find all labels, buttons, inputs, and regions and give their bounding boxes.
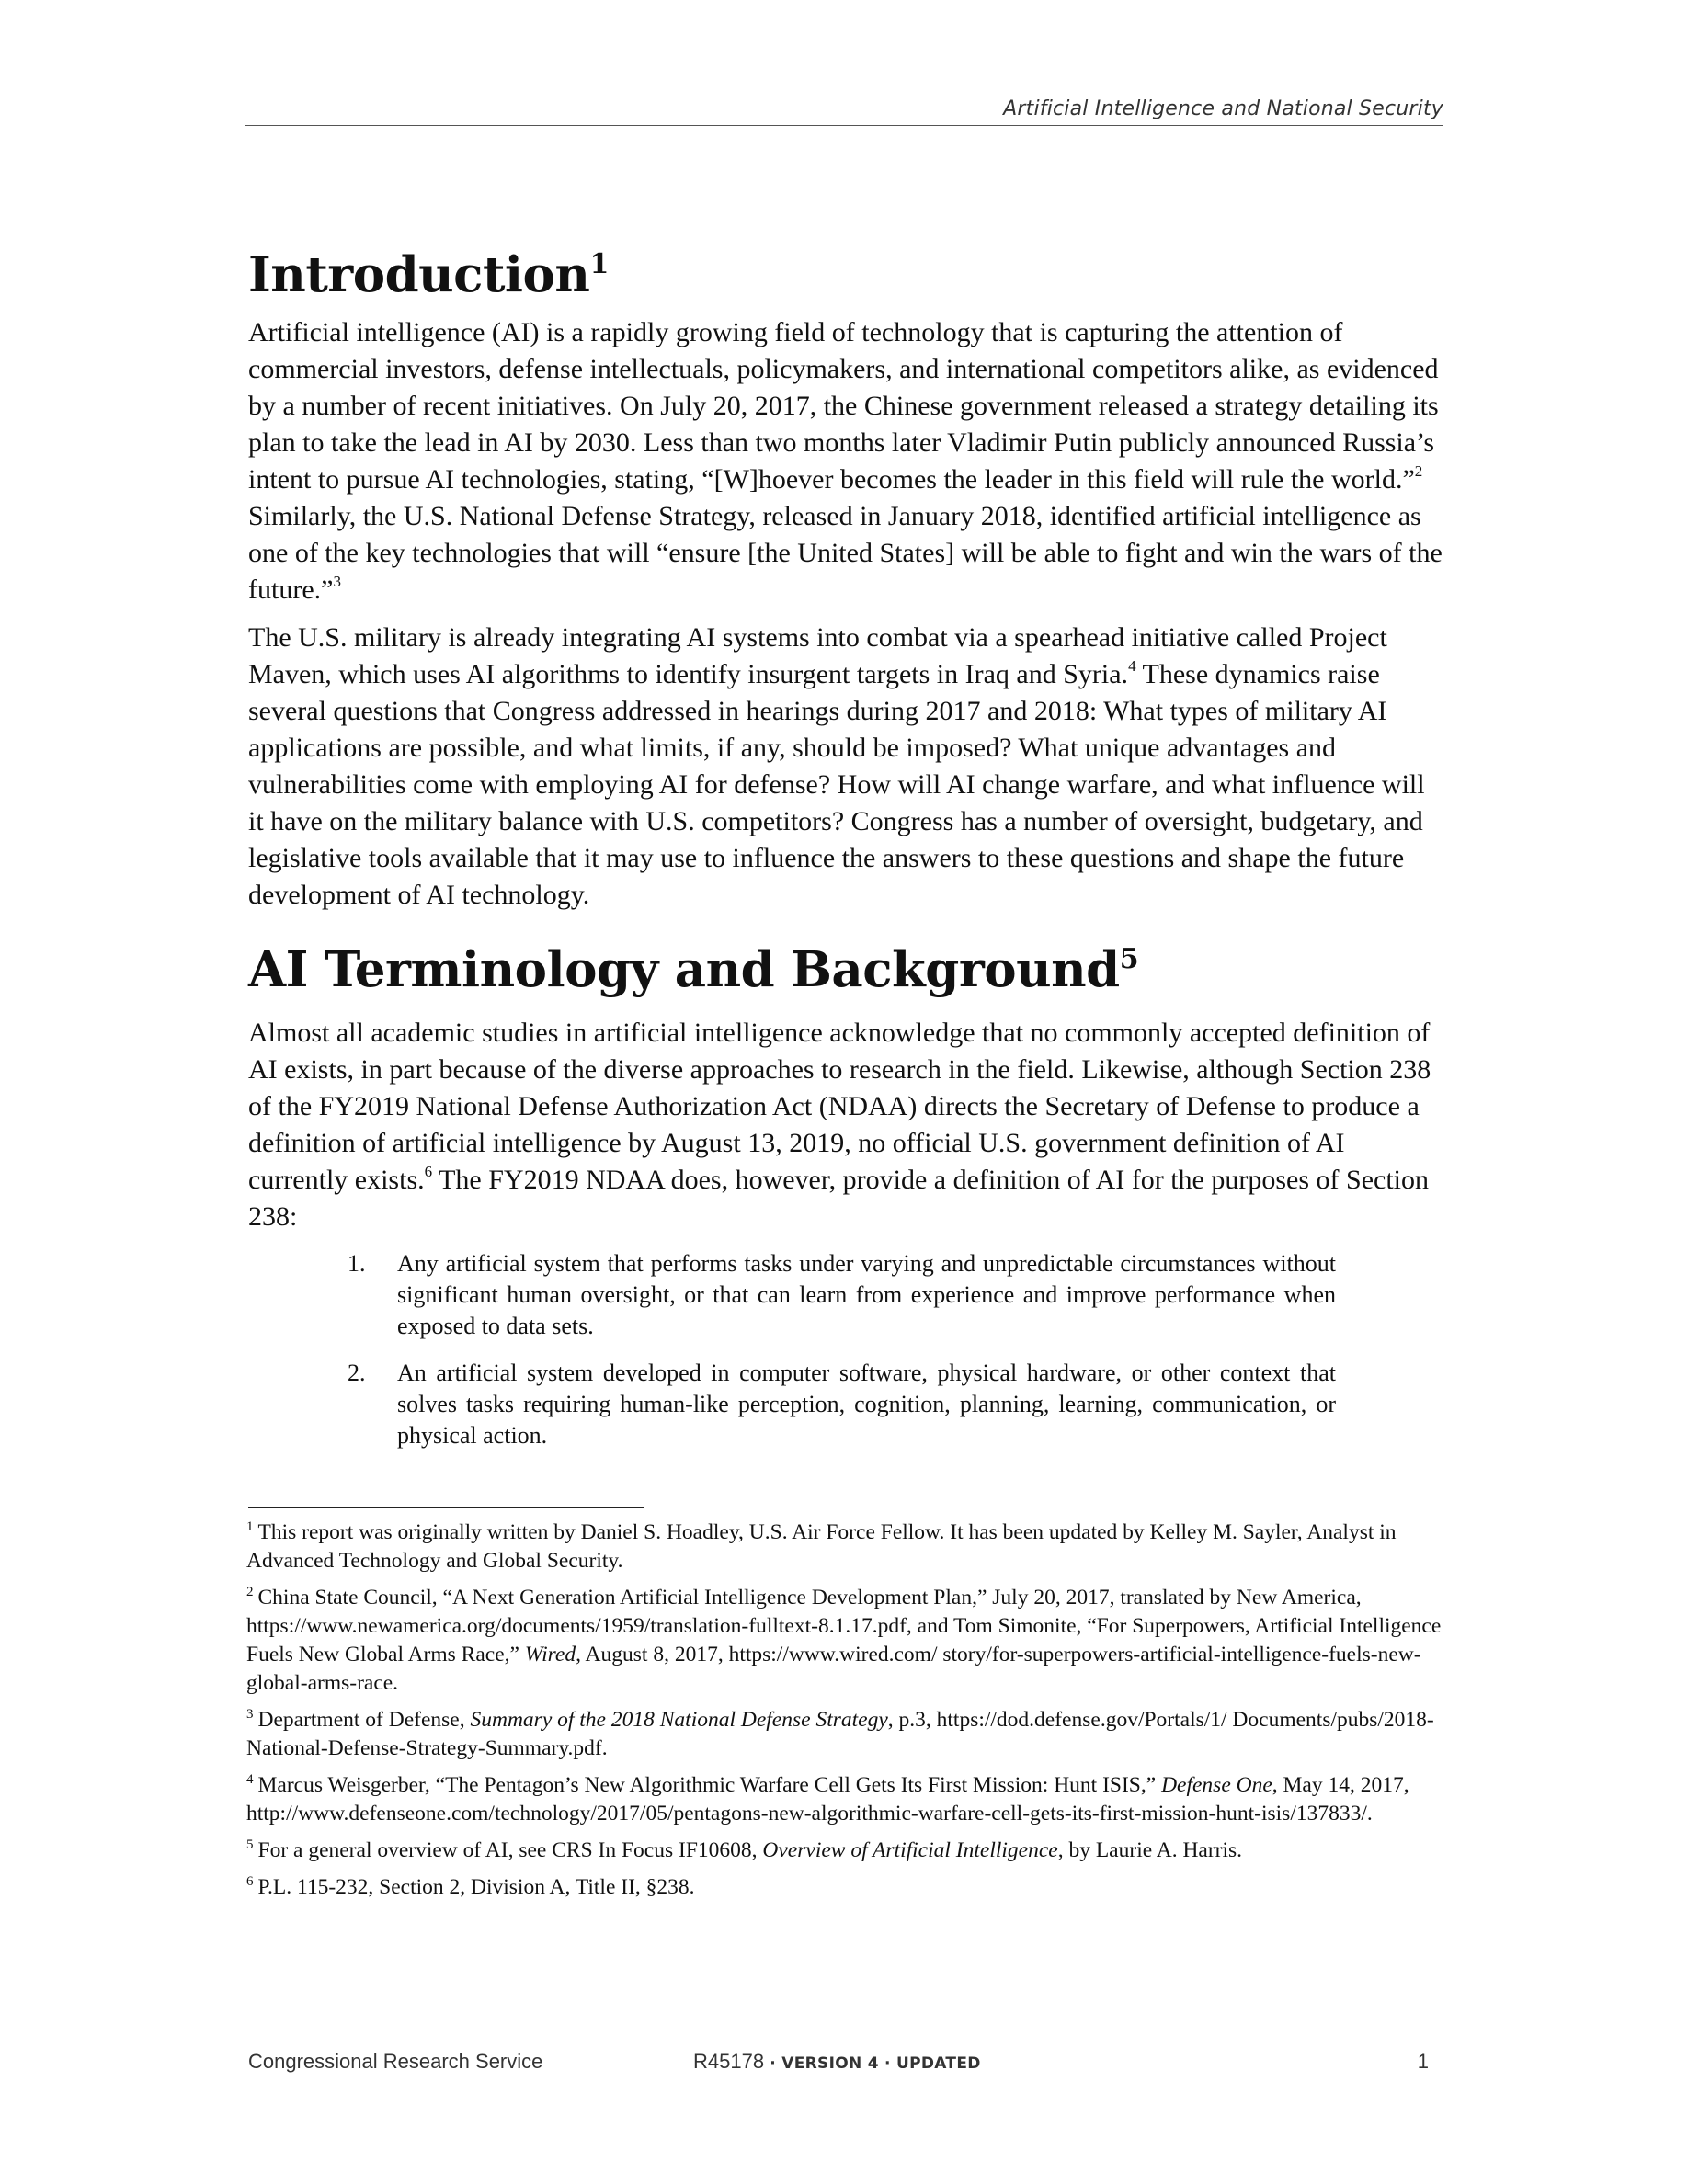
list-item-number: 1.	[348, 1250, 366, 1277]
footnote-text: , p.3, https://dod.defense.gov/Portals/1/ Documents/pubs/2018-National-Defense-Strategy-Summary.pdf.	[246, 1708, 1434, 1760]
list-item-number: 2.	[348, 1359, 366, 1386]
footnote-ref[interactable]: 4	[1128, 657, 1136, 675]
footnote-ref[interactable]: 1	[589, 248, 609, 280]
heading-text: Introduction	[248, 246, 590, 303]
footnote-text: Department of Defense,	[257, 1708, 471, 1732]
paragraph-text: Similarly, the U.S. National Defense Strategy, released in January 2018, identified artificial intelligence as one of the key technologies that will “ensure [the United States] will be able to fight and win the wars of the future.”	[248, 501, 1443, 605]
footer-report-id	[693, 2050, 981, 2074]
report-number: R45178	[693, 2050, 765, 2073]
list-item	[248, 1358, 1336, 1451]
section-heading-terminology	[248, 939, 1443, 1000]
footnote-number: 4	[246, 1772, 254, 1787]
footnote-ref[interactable]: 6	[424, 1163, 433, 1180]
footnote-3	[246, 1706, 1443, 1763]
header-rule	[245, 125, 1443, 126]
footnote-number: 6	[246, 1874, 254, 1889]
footnote-text: Marcus Weisgerber, “The Pentagon’s New Algorithmic Warfare Cell Gets Its First Mission: Hunt ISIS,”	[257, 1773, 1162, 1797]
footnote-ref[interactable]: 2	[1414, 462, 1423, 480]
footnotes	[246, 1519, 1443, 1910]
footnote-ref[interactable]: 3	[333, 573, 341, 590]
heading-text: AI Terminology and Background	[248, 941, 1120, 998]
footnote-italic: Defense One	[1161, 1773, 1272, 1797]
footnote-text: China State Council, “A Next Generation Artificial Intelligence Development Plan,” July 20, 2017, translated by New America, https://www.newamerica.org/documents/1959/translation-fulltext-8.1.17.pdf, and Tom Simonite, “For Superpowers, Artificial Intelligence Fuels New Global Arms Race,”	[246, 1586, 1442, 1666]
footnote-text: For a general overview of AI, see CRS In Focus IF10608,	[257, 1838, 763, 1862]
version-tag: · VERSION 4 · UPDATED	[764, 2054, 981, 2073]
terminology-paragraph-1	[248, 1015, 1443, 1235]
footer-publisher: Congressional Research Service	[248, 2050, 543, 2073]
footnote-5	[246, 1837, 1443, 1865]
footnote-separator	[248, 1507, 644, 1508]
footnote-number: 5	[246, 1837, 254, 1852]
footnote-number: 3	[246, 1707, 254, 1722]
page-number: 1	[1417, 2050, 1429, 2073]
footnote-text: , August 8, 2017, https://www.wired.com/ story/for-superpowers-artificial-intelligence-fuels-new-global-arms-race.	[246, 1643, 1421, 1695]
footnote-number: 1	[246, 1519, 254, 1534]
footnote-text: This report was originally written by Daniel S. Hoadley, U.S. Air Force Fellow. It has been updated by Kelley M. Sayler, Analyst in Advanced Technology and Global Security.	[246, 1520, 1397, 1573]
footnote-1	[246, 1519, 1443, 1575]
paragraph-text: The FY2019 NDAA does, however, provide a definition of AI for the purposes of Section 238:	[248, 1165, 1430, 1232]
main-content	[248, 245, 1443, 1467]
footnote-2	[246, 1584, 1443, 1698]
paragraph-text: The U.S. military is already integrating AI systems into combat via a spearhead initiative called Project Maven, which uses AI algorithms to identify insurgent targets in Iraq and Syria.	[248, 622, 1387, 689]
footnote-text: P.L. 115-232, Section 2, Division A, Title II, §238.	[257, 1875, 695, 1899]
footnote-4	[246, 1771, 1443, 1828]
list-item-text: An artificial system developed in computer software, physical hardware, or other context that solves tasks requiring human-like perception, cognition, planning, learning, communication, or physical action.	[397, 1359, 1336, 1449]
paragraph-text: Almost all academic studies in artificial intelligence acknowledge that no commonly accepted definition of AI exists, in part because of the diverse approaches to research in the field. Likewise, although Section 238 of the FY2019 National Defense Authorization Act (NDAA) directs the Secretary of Defense to produce a definition of artificial intelligence by August 13, 2019, no official U.S. government definition of AI currently exists.	[248, 1018, 1431, 1195]
footnote-text: , May 14, 2017, http://www.defenseone.com/technology/2017/05/pentagons-new-algorithmic-warfare-cell-gets-its-first-mission-hunt-isis/137833/.	[246, 1773, 1409, 1826]
intro-paragraph-1	[248, 314, 1443, 609]
footnote-italic: Summary of the 2018 National Defense Strategy	[470, 1708, 888, 1732]
footnote-italic: Overview of Artificial Intelligence	[762, 1838, 1058, 1862]
footnote-number: 2	[246, 1585, 254, 1599]
footnote-text: , by Laurie A. Harris.	[1057, 1838, 1243, 1862]
footnote-6	[246, 1873, 1443, 1902]
list-item-text: Any artificial system that performs tasks under varying and unpredictable circumstances without significant human oversight, or that can learn from experience and improve performance when exposed to data sets.	[397, 1250, 1336, 1339]
list-item	[248, 1248, 1336, 1342]
paragraph-text: These dynamics raise several questions that Congress addressed in hearings during 2017 and 2018: What types of military AI applications are possible, and what limits, if any, should be imposed? What unique advantages and vulnerabilities come with employing AI for defense? How will AI change warfare, and what influence will it have on the military balance with U.S. competitors? Congress has a number of oversight, budgetary, and legislative tools available that it may use to influence the answers to these questions and shape the future development of AI technology.	[248, 659, 1425, 910]
footnote-ref[interactable]: 5	[1119, 943, 1139, 975]
intro-paragraph-2	[248, 620, 1443, 914]
footnote-italic: Wired	[524, 1643, 576, 1666]
running-header: Artificial Intelligence and National Security	[1003, 97, 1443, 120]
paragraph-text: Artificial intelligence (AI) is a rapidly growing field of technology that is capturing the attention of commercial investors, defense intellectuals, policymakers, and international competitors alike, as evidenced by a number of recent initiatives. On July 20, 2017, the Chinese government released a strategy detailing its plan to take the lead in AI by 2030. Less than two months later Vladimir Putin publicly announced Russia’s intent to pursue AI technologies, stating, “[W]hoever becomes the leader in this field will rule the world.”	[248, 317, 1439, 495]
definition-list	[248, 1248, 1443, 1451]
section-heading-introduction	[248, 245, 1443, 305]
